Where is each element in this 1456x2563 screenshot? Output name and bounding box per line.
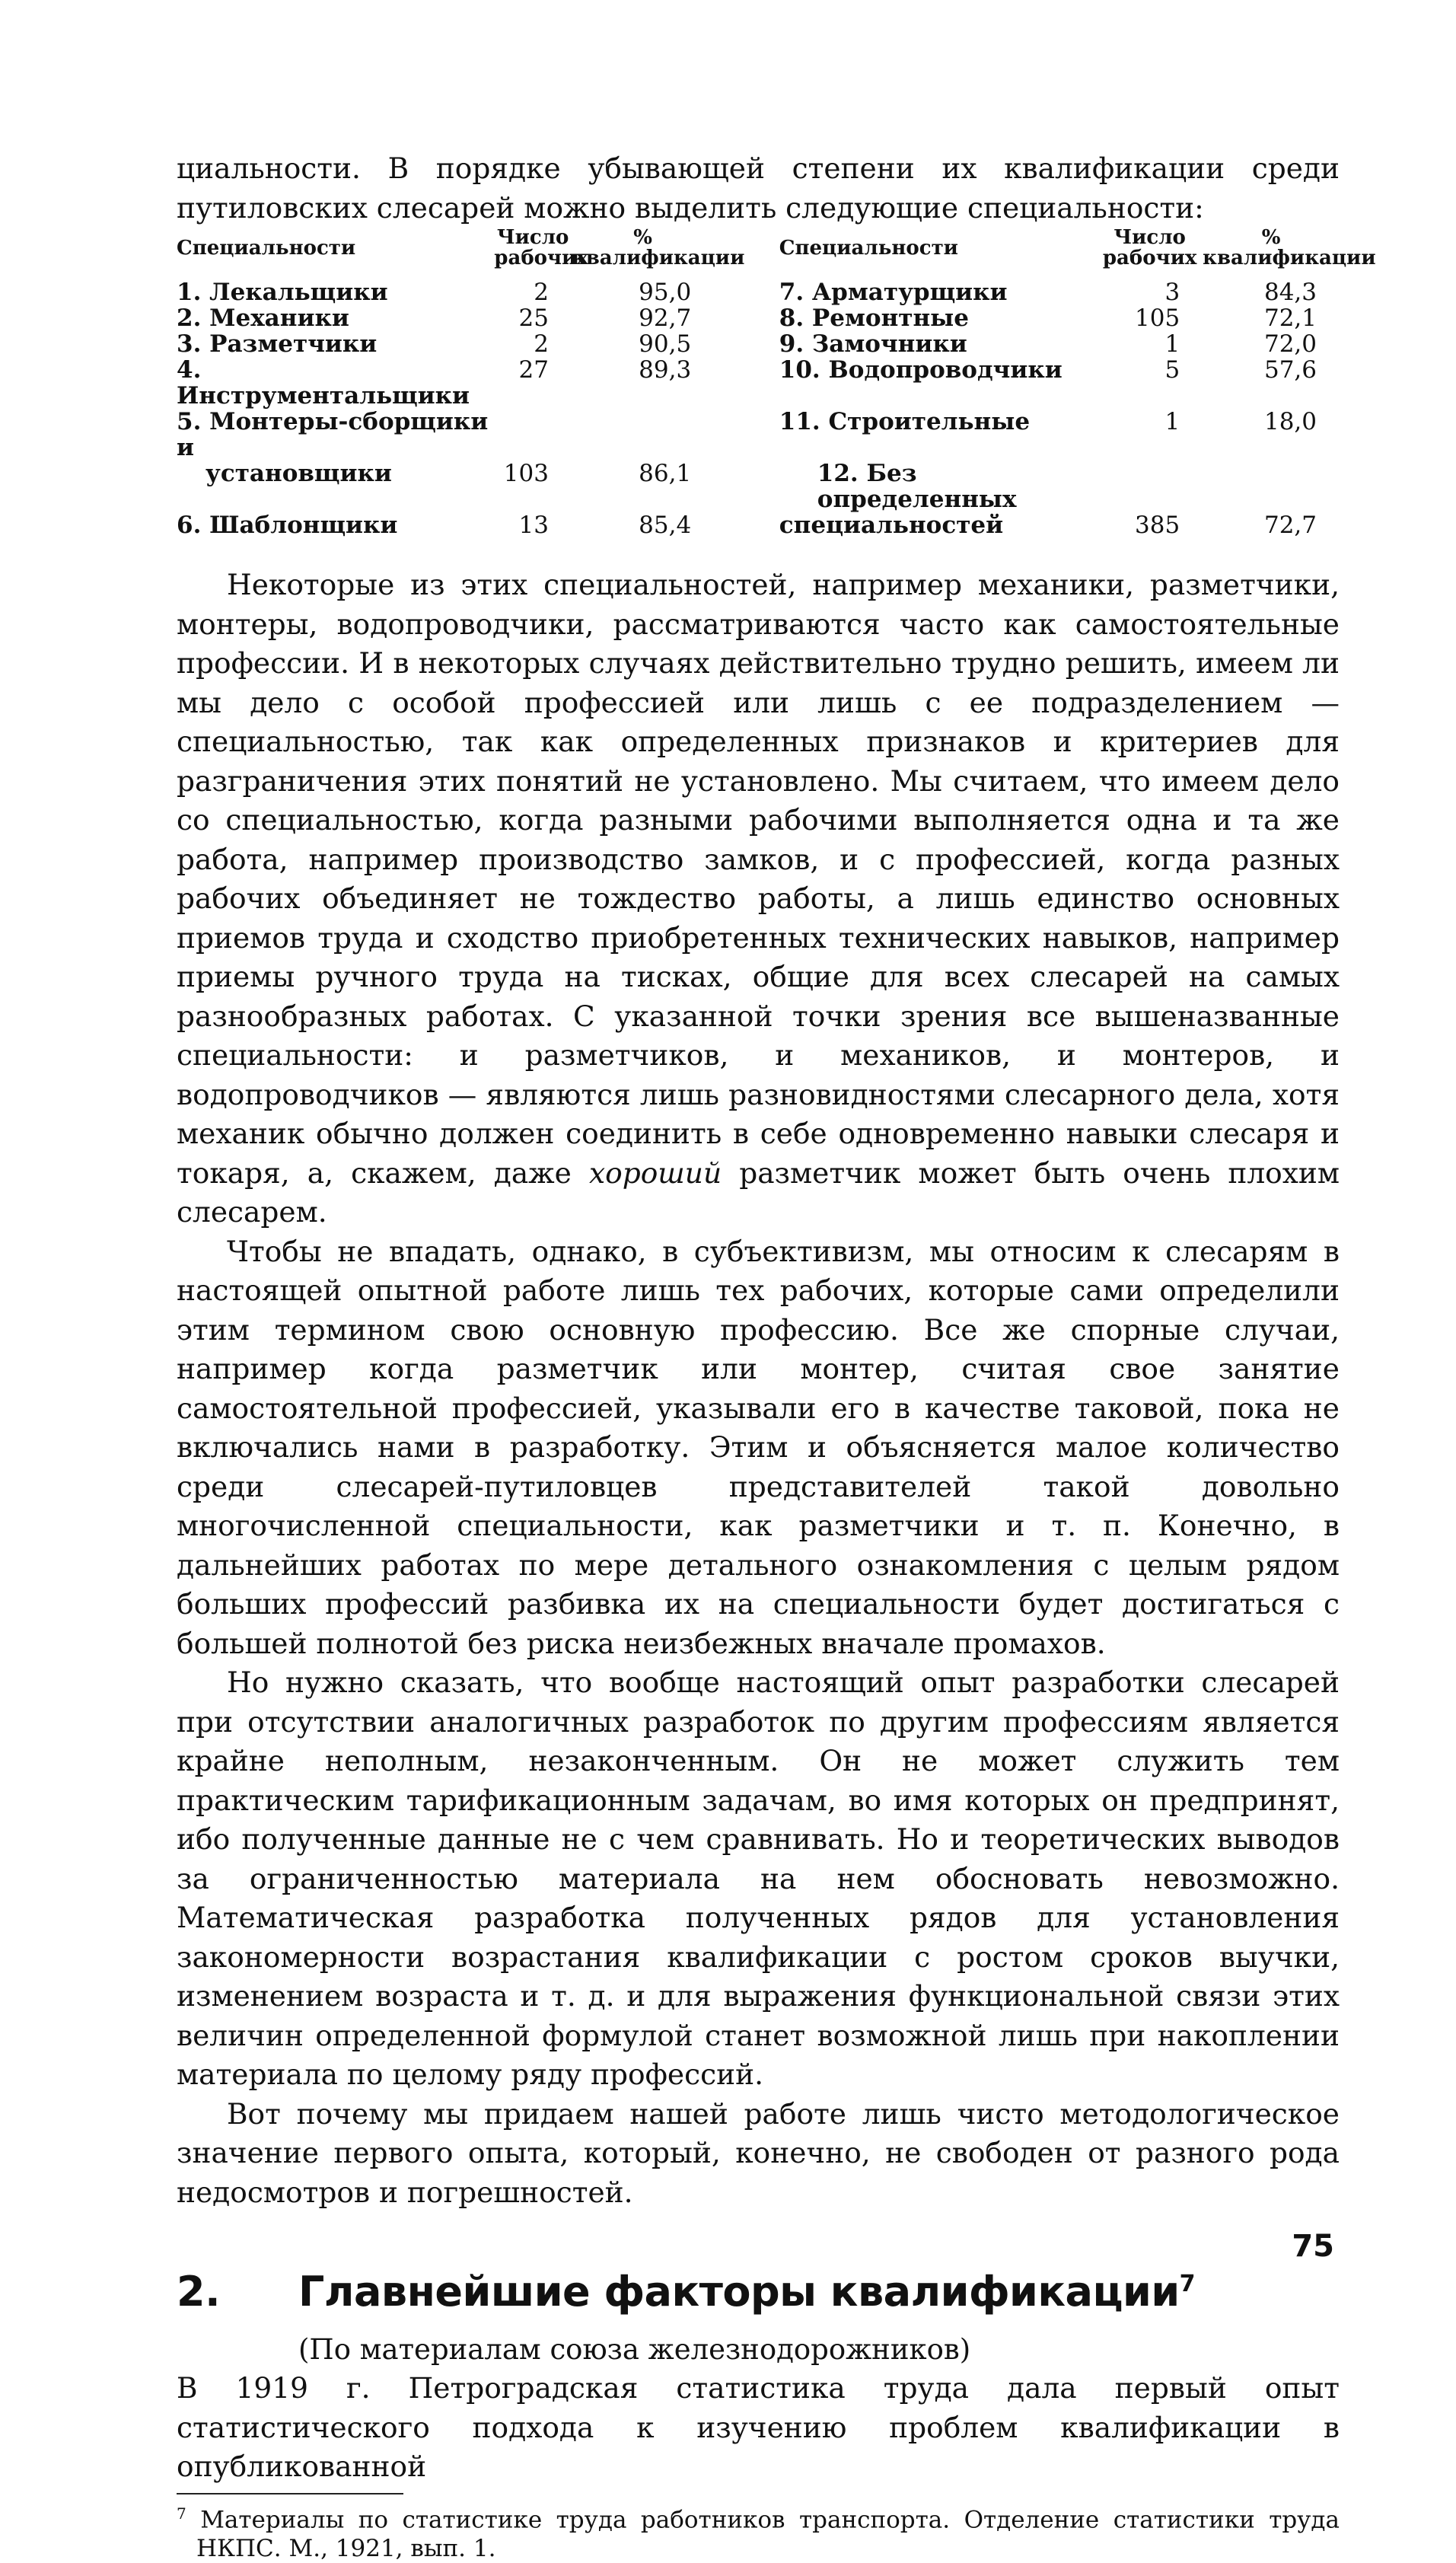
body-text xyxy=(177,566,1340,2212)
paragraph-1-text: Некоторые из этих специальностей, например механики, разметчики, монтеры, водопроводчики, рассматриваются часто как самостоятельные профессии. И в некоторых случаях действительно трудно решить, имеем ли мы дело с особой профессией или лишь с ее подразделением — специальностью, так как определенных признаков и критериев для разграничения этих понятий не установлено. Мы считаем, что имеем дело со специальностью, когда разными рабочими выполняется одна и та же работа, например производство замков, и с профессией, когда разных рабочих объединяет не тождество работы, а лишь единство основных приемов труда и сходство приобретенных технических навыков, например приемы ручного труда на тисках, общие для всех слесарей на самых разнообразных работах. С указанной точки зрения все вышеназванные специальности: и разметчиков, и механиков, и монтеров, и водопроводчиков — являются лишь разновидностями слесарного дела, хотя механик обычно должен соединить в себе одновременно навыки слесаря и токаря, а, скажем, даже xyxy=(177,568,1340,1190)
cell-gap xyxy=(714,279,779,305)
footnote-mark: 7 xyxy=(177,2504,186,2523)
cell-count: 1 xyxy=(1164,330,1180,358)
cell-percent: 72,0 xyxy=(1263,330,1317,358)
cell-gap xyxy=(714,512,779,538)
cell-count xyxy=(494,409,572,461)
cell-specialty: 8. Ремонтные xyxy=(779,304,969,332)
cell-count: 27 xyxy=(518,356,549,384)
paragraph-1 xyxy=(177,566,1340,1232)
section-heading xyxy=(177,2258,1340,2319)
cell-count: 105 xyxy=(1135,304,1180,332)
cell-count: 385 xyxy=(1135,512,1180,539)
section-subtitle: (По материалам союза железнодорожников) xyxy=(298,2333,971,2366)
section-footnote-ref: 7 xyxy=(1179,2271,1196,2297)
page-number: 75 xyxy=(1292,2229,1334,2264)
table-row xyxy=(177,331,1340,357)
paragraph-4: Вот почему мы придаем нашей работе лишь чисто методологическое значение первого опыта, который, конечно, не свободен от разного рода недосмотров и погрешностей. xyxy=(177,2096,1340,2209)
cell-count: 5 xyxy=(1164,356,1180,384)
cell-percent: 72,7 xyxy=(1263,512,1317,539)
cell-count: 25 xyxy=(518,304,549,332)
cell-specialty: установщики xyxy=(205,460,392,487)
cell-count: 1 xyxy=(1164,408,1180,435)
cell-gap xyxy=(714,357,779,409)
table-row xyxy=(177,512,1340,538)
cell-percent: 84,3 xyxy=(1263,279,1317,306)
cell-specialty: 3. Разметчики xyxy=(177,330,378,358)
header-count-2: Число рабочих xyxy=(1102,226,1197,269)
cell-percent: 18,0 xyxy=(1263,408,1317,435)
cell-percent: 86,1 xyxy=(639,460,692,487)
cell-specialty: специальностей xyxy=(779,512,1004,539)
cell-specialty: 5. Монтеры-сборщики и xyxy=(177,408,489,461)
paragraph-3: Но нужно сказать, что вообще настоящий опыт разработки слесарей при отсутствии аналогичных разработок по другим профессиям является крайне неполным, незаконченным. Он не может служить тем практическим тарификационным задачам, во имя которых он предпринят, ибо полученные данные не с чем сравнивать. Но и теоретических выводов за ограниченностью материала на нем обосновать невозможно. Математическая разработка полученных рядов для установления закономерности возрастания квалификации с ростом сроков выучки, изменением возраста и т. д. и для выражения функциональной связи этих величин определенной формулой станет возможной лишь при накоплении материала по целому ряду профессий. xyxy=(177,1666,1340,2091)
table-row xyxy=(177,305,1340,331)
cell-specialty: 7. Арматурщики xyxy=(779,279,1008,306)
paragraph-2: Чтобы не впадать, однако, в субъективизм, мы относим к слесарям в настоящей опытной работе лишь тех рабочих, которые сами определили этим термином свою основную профессию. Все же спорные случаи, например когда разметчик или монтер, считая свое занятие самостоятельной профессией, указывали его в качестве таковой, пока не включались нами в разработку. Этим и объясняется малое количество среди слесарей-путиловцев представителей такой довольно многочисленной специальности, как разметчики и т. п. Конечно, в дальнейших работах по мере детального ознакомления с целым рядом больших профессий разбивка их на специальности будет достигаться с большей полнотой без риска неизбежных вначале промахов. xyxy=(177,1234,1340,1660)
cell-specialty: 10. Водопроводчики xyxy=(779,356,1063,384)
section-number: 2. xyxy=(177,2268,221,2316)
intro-paragraph: циальности. В порядке убывающей степени их квалификации среди путиловских слесарей можно выделить следующие специальности: xyxy=(177,151,1340,225)
paragraph-1-end: разметчик может быть очень плохим слесарем. xyxy=(177,1156,1340,1229)
final-paragraph: В 1919 г. Петроградская статистика труда дала первый опыт статистического подхода к изучению проблем квалификации в опубликованной xyxy=(177,2371,1340,2483)
paragraph-1-emphasis: хороший xyxy=(588,1156,722,1190)
footnote xyxy=(177,2499,1340,2563)
cell-specialty: 4. Инструментальщики xyxy=(177,356,470,410)
page-content xyxy=(177,149,1376,2563)
cell-count: 2 xyxy=(534,279,549,306)
cell-count: 103 xyxy=(503,460,549,487)
cell-gap xyxy=(714,331,779,357)
cell-percent: 72,1 xyxy=(1263,304,1317,332)
cell-percent: 57,6 xyxy=(1263,356,1317,384)
header-percent: % квалификации xyxy=(571,226,745,269)
header-count: Число рабочих xyxy=(494,226,588,269)
cell-percent: 90,5 xyxy=(639,330,692,358)
cell-count: 3 xyxy=(1164,279,1180,306)
cell-count: 2 xyxy=(534,330,549,358)
cell-count xyxy=(1097,461,1203,512)
table-header-row xyxy=(177,228,1340,279)
cell-percent: 95,0 xyxy=(639,279,692,306)
header-specialty-2: Специальности xyxy=(779,236,958,260)
section-title: Главнейшие факторы квалификации xyxy=(298,2268,1180,2316)
header-specialty: Специальности xyxy=(177,236,356,260)
header-percent-2: % квалификации xyxy=(1203,226,1376,269)
table-row xyxy=(177,279,1340,305)
cell-percent: 92,7 xyxy=(639,304,692,332)
footnote-text: Материалы по статистике труда работников транспорта. Отделение статистики труда НКПС. М., 1921, вып. 1. xyxy=(196,2505,1340,2562)
cell-gap xyxy=(714,409,779,461)
cell-percent xyxy=(1203,461,1340,512)
cell-percent: 89,3 xyxy=(639,356,692,384)
cell-count: 13 xyxy=(518,512,549,539)
table-row xyxy=(177,461,1340,512)
cell-specialty: 1. Лекальщики xyxy=(177,279,388,306)
cell-specialty: 2. Механики xyxy=(177,304,349,332)
specialties-table xyxy=(177,226,1376,539)
table-row xyxy=(177,409,1340,461)
cell-specialty: 9. Замочники xyxy=(779,330,967,358)
cell-gap xyxy=(714,305,779,331)
cell-percent xyxy=(572,409,714,461)
cell-gap xyxy=(714,461,779,512)
footnote-divider xyxy=(177,2493,403,2494)
cell-specialty: 12. Без определенных xyxy=(817,460,1017,513)
table-row xyxy=(177,357,1340,409)
cell-specialty: 6. Шаблонщики xyxy=(177,512,398,539)
cell-specialty: 11. Строительные xyxy=(779,408,1031,435)
cell-percent: 85,4 xyxy=(639,512,692,539)
